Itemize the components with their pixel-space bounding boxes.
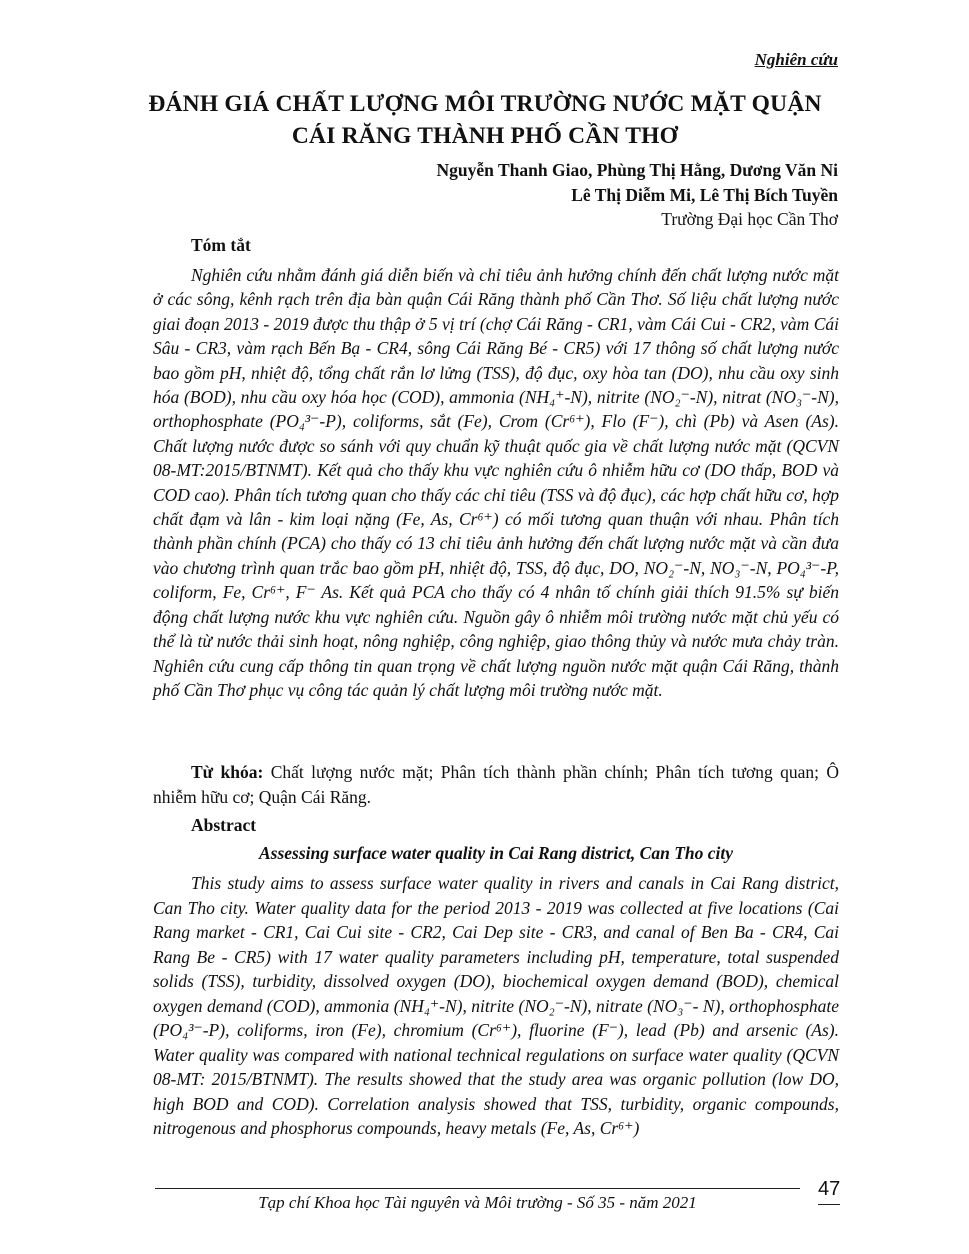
- keywords-paragraph: [153, 760, 839, 810]
- authors-line-1: Nguyễn Thanh Giao, Phùng Thị Hằng, Dương Văn Ni: [436, 160, 838, 180]
- journal-footer: Tạp chí Khoa học Tài nguyên và Môi trường - Số 35 - năm 2021: [258, 1193, 697, 1212]
- summary-body: Nghiên cứu nhằm đánh giá diễn biến và chỉ tiêu ảnh hưởng chính đến chất lượng nước mặt ở các sông, kênh rạch trên địa bàn quận Cái Răng thành phố Cần Thơ. Số liệu chất lượng nước giai đoạn 2013 - 2019 được thu thập ở 5 vị trí (chợ Cái Răng - CR1, vàm Cái Cui - CR2, vàm Cái Sâu - CR3, vàm rạch Bến Bạ - CR4, sông Cái Răng Bé - CR5) với 17 thông số chất lượng nước bao gồm pH, nhiệt độ, tổng chất rắn lơ lửng (TSS), độ đục, oxy hòa tan (DO), nhu cầu oxy sinh hóa (BOD), nhu cầu oxy hóa học (COD), ammonia (NH₄⁺-N), nitrite (NO₂⁻-N), nitrat (NO₃⁻-N), orthophosphate (PO₄³⁻-P), coliforms, sắt (Fe), Crom (Cr⁶⁺), Flo (F⁻), chì (Pb) và Asen (As). Chất lượng nước được so sánh với quy chuẩn kỹ thuật quốc gia về chất lượng nước mặt (QCVN 08-MT:2015/BTNMT). Kết quả cho thấy khu vực nghiên cứu ô nhiễm hữu cơ (DO thấp, BOD và COD cao). Phân tích tương quan cho thấy các chỉ tiêu (TSS và độ đục), các hợp chất hữu cơ, hợp chất đạm và lân - kim loại nặng (Fe, As, Cr⁶⁺) có mối tương quan thuận với nhau. Phân tích thành phần chính (PCA) cho thấy có 13 chỉ tiêu ảnh hưởng đến chất lượng nước mặt và cần đưa vào chương trình quan trắc bao gồm pH, nhiệt độ, TSS, độ đục, DO, NO₂⁻-N, NO₃⁻-N, PO₄³⁻-P, coliform, Fe, Cr⁶⁺, F⁻ As. Kết quả PCA cho thấy có 4 nhân tố chính giải thích 91.5% sự biến động chất lượng nước khu vực nghiên cứu. Nguồn gây ô nhiễm môi trường nước mặt chủ yếu có thể là từ nước thải sinh hoạt, nông nghiệp, công nghiệp, giao thông thủy và nước mưa chảy tràn. Nghiên cứu cung cấp thông tin quan trọng về chất lượng nguồn nước mặt quận Cái Răng, thành phố Cần Thơ phục vụ công tác quản lý chất lượng môi trường nước mặt.: [153, 265, 839, 700]
- article-title: ĐÁNH GIÁ CHẤT LƯỢNG MÔI TRƯỜNG NƯỚC MẶT QUẬN CÁI RĂNG THÀNH PHỐ CẦN THƠ: [148, 91, 822, 149]
- keywords-list: Chất lượng nước mặt; Phân tích thành phần chính; Phân tích tương quan; Ô nhiễm hữu cơ; Quận Cái Răng.: [153, 762, 839, 807]
- author-list: [437, 158, 838, 208]
- authors-line-2: Lê Thị Diễm Mi, Lê Thị Bích Tuyền: [571, 185, 838, 205]
- page-number-underline: [818, 1204, 840, 1205]
- english-title: Assessing surface water quality in Cai Rang district, Can Tho city: [258, 843, 734, 863]
- footer-divider: [155, 1188, 800, 1189]
- summary-heading: Tóm tắt: [191, 235, 251, 255]
- keywords-label: Từ khóa:: [191, 762, 264, 782]
- abstract-heading: Abstract: [191, 815, 257, 835]
- page-number: 47: [818, 1178, 841, 1200]
- section-label: Nghiên cứu: [754, 50, 838, 69]
- affiliation: Trường Đại học Cần Thơ: [661, 209, 838, 229]
- abstract-body: This study aims to assess surface water quality in rivers and canals in Cai Rang district, Can Tho city. Water quality data for the period 2013 - 2019 was collected at five locations (Cai Rang market - CR1, Cai Cui site - CR2, Cai Dep site - CR3, and canal of Ben Ba - CR4, Cai Rang Be - CR5) with 17 water quality parameters including pH, temperature, total suspended solids (TSS), turbidity, dissolved oxygen (DO), biochemical oxygen demand (BOD), chemical oxygen demand (COD), ammonia (NH₄⁺-N), nitrite (NO₂⁻-N), nitrate (NO₃⁻- N), orthophosphate (PO₄³⁻-P), coliforms, iron (Fe), chromium (Cr⁶⁺), fluorine (F⁻), lead (Pb) and arsenic (As). Water quality was compared with national technical regulations on surface water quality (QCVN 08-MT: 2015/BTNMT). The results showed that the study area was organic pollution (low DO, high BOD and COD). Correlation analysis showed that TSS, turbidity, organic compounds, nitrogenous and phosphorus compounds, heavy metals (Fe, As, Cr⁶⁺): [153, 873, 839, 1138]
